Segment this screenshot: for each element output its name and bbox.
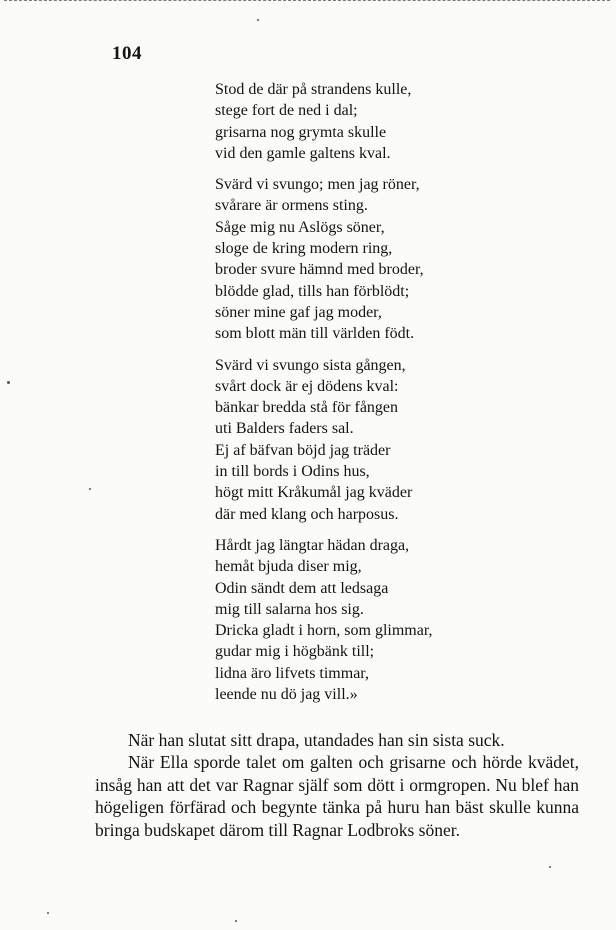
poem-line: sloge de kring modern ring, <box>215 240 393 258</box>
poem-stanza-2 <box>215 174 433 344</box>
page-top-edge-rule <box>4 0 610 1</box>
scan-speck <box>549 866 551 868</box>
poem-line: bänkar bredda stå för fången <box>215 399 399 417</box>
scan-speck <box>47 912 49 914</box>
poem-line: Stod de där på strandens kulle, <box>215 81 412 98</box>
poem-line: vid den gamle galtens kval. <box>215 144 391 162</box>
scan-speck <box>235 920 237 922</box>
poem-line: leende nu dö jag vill.» <box>215 686 358 704</box>
poem-line: hemåt bjuda diser mig, <box>215 558 362 576</box>
poem-line: söner mine gaf jag moder, <box>215 303 382 321</box>
poem-line: Ej af bäfvan böjd jag träder <box>215 441 391 459</box>
prose-body <box>95 729 579 841</box>
poem-line: grisarna nog grymta skulle <box>215 123 387 141</box>
poem-line: Svärd vi svungo; men jag röner, <box>215 176 420 194</box>
poem-line: där med klang och harposus. <box>215 505 399 523</box>
poem-line: in till bords i Odins hus, <box>215 463 370 481</box>
poem-line: stege fort de ned i dal; <box>215 102 358 120</box>
scan-speck <box>257 19 259 21</box>
prose-paragraph: När Ella sporde talet om galten och grisarne och hörde kvädet, insåg han att det var Ragnar själf som dött i ormgropen. Nu blef han högeligen förfärad och begynte tänka på huru han bäst skulle kunna bringa budskapet därom till Ragnar Lodbroks söner. <box>95 752 579 840</box>
poem-line: mig till salarna hos sig. <box>215 600 364 618</box>
poem-line: som blott män till världen födt. <box>215 325 415 343</box>
poem <box>215 79 433 715</box>
poem-line: Hårdt jag längtar hädan draga, <box>215 536 410 554</box>
poem-line: högt mitt Kråkumål jag kväder <box>215 484 413 502</box>
poem-line: broder svure hämnd med broder, <box>215 261 424 279</box>
poem-line: lidna äro lifvets timmar, <box>215 664 369 682</box>
poem-line: blödde glad, tills han förblödt; <box>215 282 410 300</box>
poem-line: Odin sändt dem att ledsaga <box>215 579 389 597</box>
poem-line: svårare är ormens sting. <box>215 197 368 215</box>
page-number: 104 <box>112 43 142 64</box>
poem-stanza-1 <box>215 79 433 164</box>
scan-speck <box>89 488 91 490</box>
poem-line: svårt dock är ej dödens kval: <box>215 377 399 395</box>
poem-line: Svärd vi svungo sista gången, <box>215 356 406 374</box>
poem-line: uti Balders faders sal. <box>215 420 354 438</box>
poem-line: Dricka gladt i horn, som glimmar, <box>215 622 433 640</box>
poem-line: gudar mig i högbänk till; <box>215 643 375 661</box>
poem-line: Såge mig nu Aslögs söner, <box>215 218 385 236</box>
poem-stanza-4 <box>215 535 433 705</box>
prose-paragraph: När han slutat sitt drapa, utandades han sin sista suck. <box>128 730 505 750</box>
poem-stanza-3 <box>215 355 433 525</box>
scan-speck <box>7 381 10 384</box>
